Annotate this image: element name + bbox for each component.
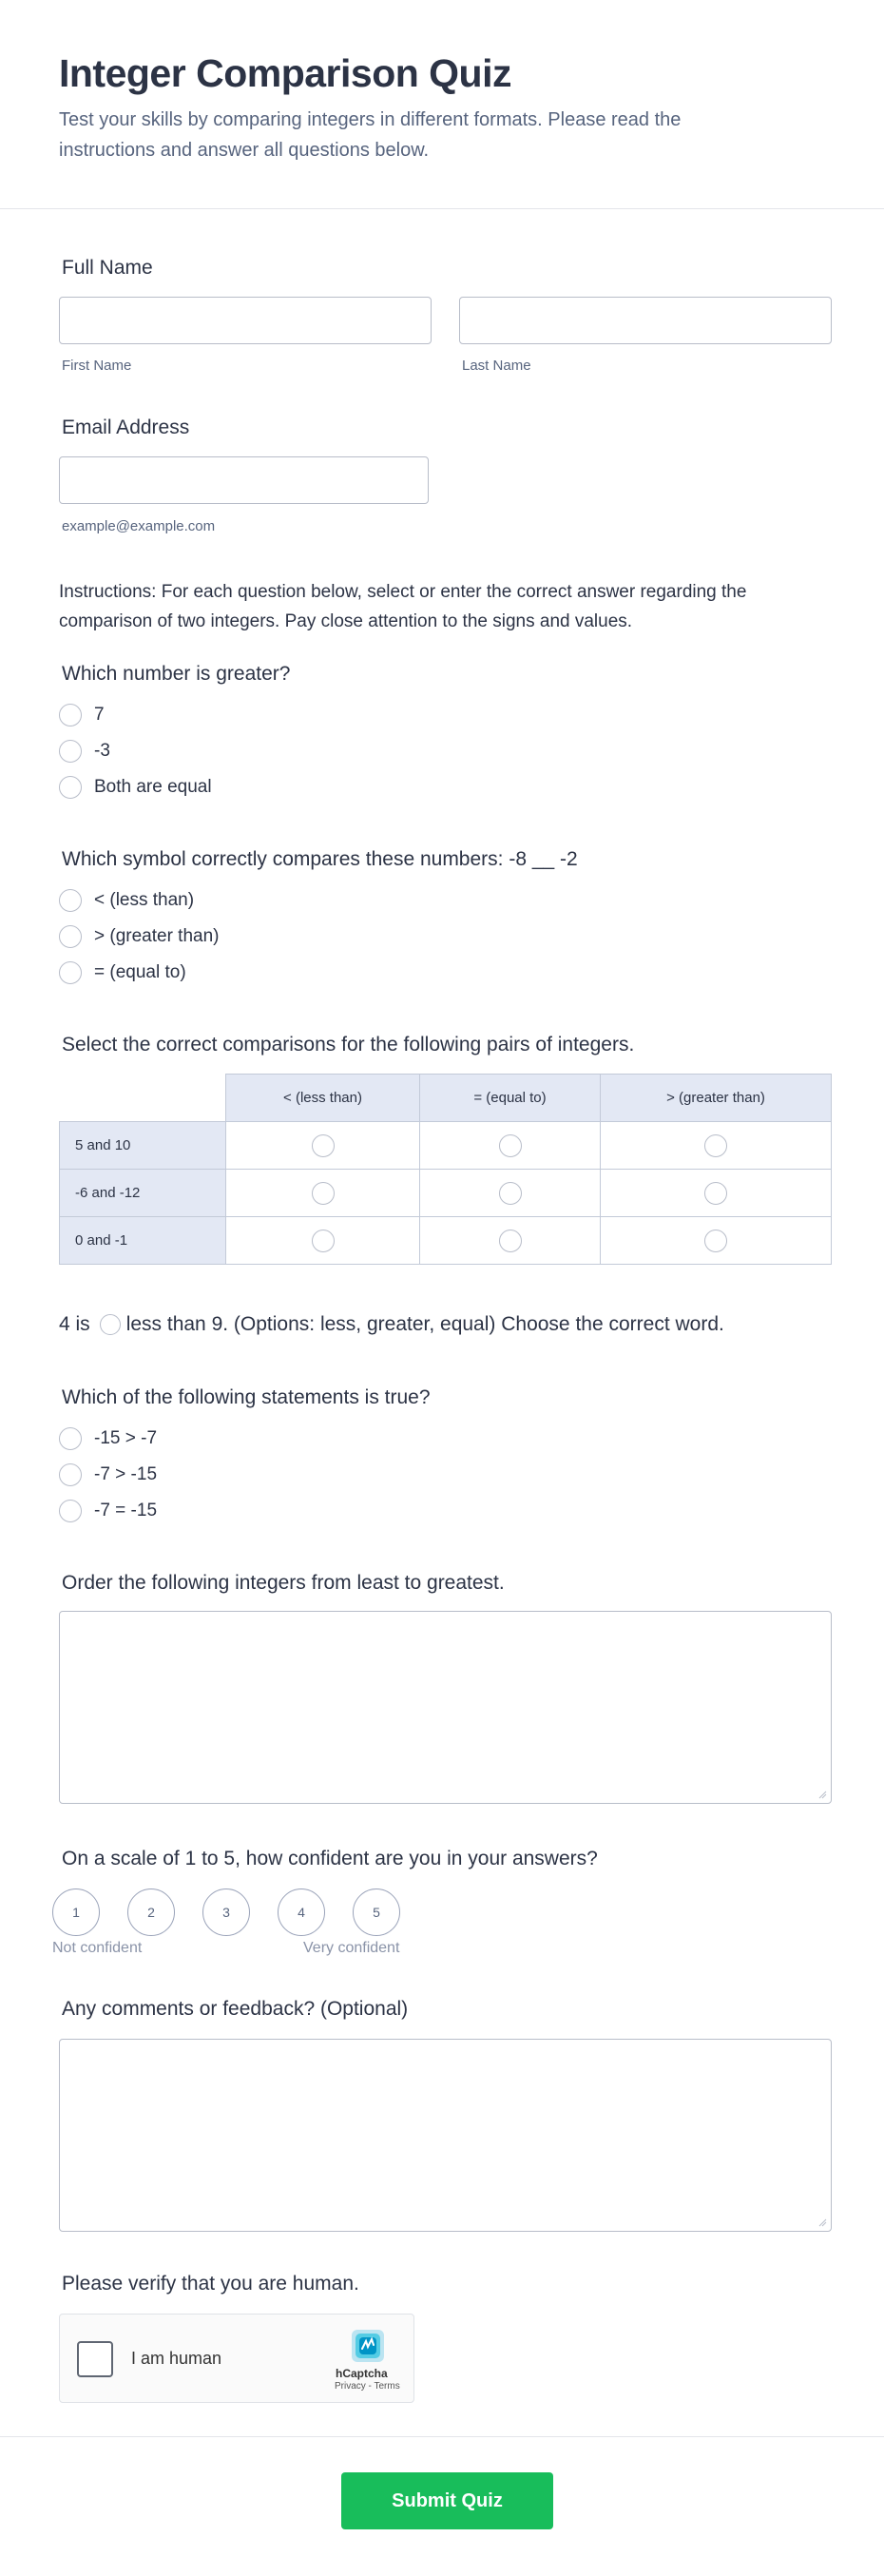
- q2-option-2[interactable]: [59, 919, 220, 955]
- q1-option-2[interactable]: [59, 733, 212, 769]
- radio-button[interactable]: [59, 1427, 82, 1450]
- radio-button[interactable]: [704, 1182, 727, 1205]
- scale-option-3[interactable]: 3: [202, 1888, 250, 1936]
- submit-button[interactable]: Submit Quiz: [341, 2472, 553, 2529]
- q7-label: On a scale of 1 to 5, how confident are you in your answers?: [62, 1848, 598, 1869]
- scale-option-2[interactable]: 2: [127, 1888, 175, 1936]
- instructions-text: Instructions: For each question below, select or enter the correct answer regarding the comparison of two integers. Pay close attention to the signs and values.: [59, 582, 747, 631]
- form-header: [0, 0, 884, 209]
- last-name-sublabel: Last Name: [462, 358, 531, 374]
- email-label: Email Address: [62, 416, 190, 438]
- q4-after-text: less than 9. (Options: less, greater, equal) Choose the correct word.: [125, 1313, 724, 1335]
- first-name-input[interactable]: [59, 297, 432, 344]
- q5-option-2[interactable]: [59, 1457, 157, 1493]
- q8-label: Any comments or feedback? (Optional): [62, 1998, 409, 2020]
- q4-fill-blank: [59, 1313, 724, 1336]
- q4-before-text: 4 is: [59, 1313, 90, 1335]
- matrix-cell[interactable]: [226, 1217, 420, 1265]
- option-label: -15 > -7: [94, 1428, 158, 1448]
- radio-button[interactable]: [59, 961, 82, 984]
- confidence-scale: [52, 1888, 428, 1936]
- hcaptcha-logo-icon: [348, 2326, 388, 2366]
- matrix-row-header: 0 and -1: [60, 1217, 226, 1265]
- last-name-input[interactable]: [459, 297, 832, 344]
- scale-option-4[interactable]: 4: [278, 1888, 325, 1936]
- radio-button[interactable]: [312, 1134, 335, 1157]
- resize-handle-icon[interactable]: [817, 2218, 827, 2227]
- q6-label: Order the following integers from least to greatest.: [62, 1572, 505, 1594]
- q2-option-3[interactable]: [59, 955, 220, 991]
- matrix-row: [60, 1170, 832, 1217]
- scale-option-1[interactable]: 1: [52, 1888, 100, 1936]
- matrix-cell[interactable]: [601, 1170, 832, 1217]
- radio-button[interactable]: [312, 1182, 335, 1205]
- q2-option-1[interactable]: [59, 882, 220, 919]
- page-subtitle: Test your skills by comparing integers in different formats. Please read the instructions and answer all questions below.: [59, 109, 682, 161]
- page-title: Integer Comparison Quiz: [59, 51, 511, 95]
- matrix-row: [60, 1122, 832, 1170]
- full-name-label: Full Name: [62, 257, 153, 279]
- radio-button[interactable]: [499, 1134, 522, 1157]
- feedback-textarea[interactable]: [59, 2039, 832, 2232]
- radio-button[interactable]: [59, 740, 82, 763]
- matrix-cell[interactable]: [226, 1122, 420, 1170]
- captcha-checkbox[interactable]: [77, 2341, 113, 2377]
- radio-button[interactable]: [499, 1182, 522, 1205]
- blank-radio[interactable]: [100, 1314, 121, 1335]
- radio-button[interactable]: [59, 1463, 82, 1486]
- q1-options: [59, 697, 212, 805]
- resize-handle-icon[interactable]: [817, 1790, 827, 1799]
- matrix-col-header: > (greater than): [601, 1075, 832, 1122]
- matrix-col-header: = (equal to): [420, 1075, 601, 1122]
- q2-options: [59, 882, 220, 991]
- option-label: 7: [94, 705, 105, 725]
- captcha-brand: hCaptcha: [336, 2367, 388, 2380]
- matrix-row-header: -6 and -12: [60, 1170, 226, 1217]
- matrix-corner: [60, 1075, 226, 1122]
- captcha-checkbox-label: I am human: [131, 2349, 222, 2368]
- first-name-sublabel: First Name: [62, 358, 132, 374]
- q5-option-3[interactable]: [59, 1493, 157, 1529]
- email-input[interactable]: [59, 456, 429, 504]
- option-label: = (equal to): [94, 962, 186, 982]
- order-integers-textarea[interactable]: [59, 1611, 832, 1804]
- matrix-cell[interactable]: [420, 1122, 601, 1170]
- comparison-matrix: [59, 1074, 832, 1265]
- captcha-label: Please verify that you are human.: [62, 2273, 359, 2295]
- radio-button[interactable]: [704, 1134, 727, 1157]
- matrix-cell[interactable]: [226, 1170, 420, 1217]
- q5-option-1[interactable]: [59, 1421, 157, 1457]
- radio-button[interactable]: [59, 1500, 82, 1522]
- matrix-cell[interactable]: [420, 1217, 601, 1265]
- q1-label: Which number is greater?: [62, 663, 291, 685]
- q1-option-1[interactable]: [59, 697, 212, 733]
- option-label: -7 = -15: [94, 1501, 158, 1520]
- radio-button[interactable]: [499, 1230, 522, 1252]
- option-label: > (greater than): [94, 926, 220, 946]
- radio-button[interactable]: [59, 776, 82, 799]
- q5-label: Which of the following statements is true?: [62, 1386, 431, 1408]
- email-sublabel: example@example.com: [62, 518, 216, 534]
- radio-button[interactable]: [59, 889, 82, 912]
- q5-options: [59, 1421, 157, 1529]
- matrix-cell[interactable]: [601, 1217, 832, 1265]
- q1-option-3[interactable]: [59, 769, 212, 805]
- radio-button[interactable]: [59, 925, 82, 948]
- q3-label: Select the correct comparisons for the following pairs of integers.: [62, 1034, 635, 1056]
- option-label: < (less than): [94, 890, 195, 910]
- matrix-row: [60, 1217, 832, 1265]
- radio-button[interactable]: [704, 1230, 727, 1252]
- captcha-widget: [59, 2314, 414, 2403]
- footer-divider: [0, 2436, 884, 2437]
- scale-option-5[interactable]: 5: [353, 1888, 400, 1936]
- matrix-col-header: < (less than): [226, 1075, 420, 1122]
- radio-button[interactable]: [312, 1230, 335, 1252]
- captcha-links[interactable]: Privacy - Terms: [335, 2381, 400, 2392]
- q2-label: Which symbol correctly compares these numbers: -8 __ -2: [62, 848, 578, 870]
- option-label: -3: [94, 741, 110, 761]
- matrix-cell[interactable]: [420, 1170, 601, 1217]
- matrix-row-header: 5 and 10: [60, 1122, 226, 1170]
- radio-button[interactable]: [59, 704, 82, 726]
- option-label: -7 > -15: [94, 1464, 158, 1484]
- option-label: Both are equal: [94, 777, 212, 797]
- matrix-cell[interactable]: [601, 1122, 832, 1170]
- scale-low-label: Not confident: [52, 1940, 143, 1956]
- scale-high-label: Very confident: [303, 1940, 400, 1956]
